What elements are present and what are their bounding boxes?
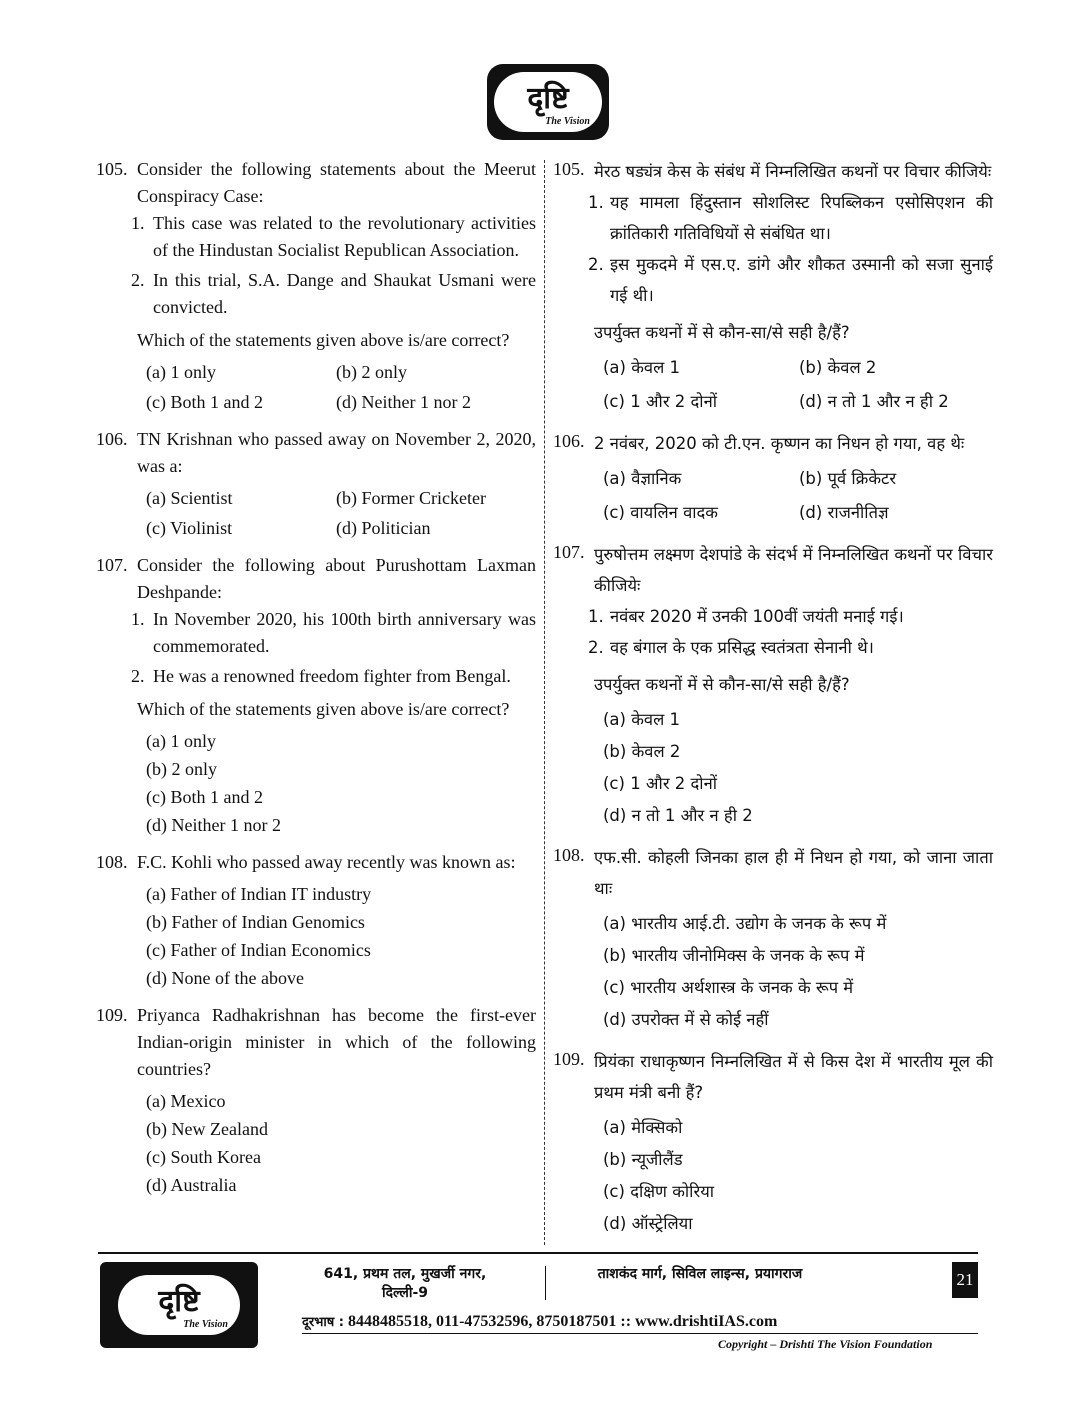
option-c: (c) दक्षिण कोरिया <box>603 1182 715 1201</box>
statement-2: 2. He was a renowned freedom fighter from Bengal. <box>131 666 511 686</box>
question-number: 107. <box>96 555 128 575</box>
option-c: (c) Violinist <box>146 518 233 538</box>
option-b: (b) भारतीय जीनोमिक्स के जनक के रूप में <box>603 946 865 965</box>
page-number: 21 <box>952 1262 978 1298</box>
option-c: (c) भारतीय अर्थशास्त्र के जनक के रूप में <box>603 978 854 997</box>
option-b: (b) केवल 2 <box>603 742 681 761</box>
options <box>146 484 536 542</box>
address-prayagraj: ताशकंद मार्ग, सिविल लाइन्स, प्रयागराज <box>597 1266 803 1282</box>
question-105-hindi <box>553 156 993 418</box>
logo-badge <box>494 72 602 132</box>
question-prompt: उपर्युक्त कथनों में से कौन-सा/से सही है/हैं? <box>594 675 850 694</box>
logo-hindi-text: दृष्टि <box>158 1284 200 1319</box>
option-a: (a) Mexico <box>146 1091 226 1111</box>
option-b: (b) 2 only <box>336 362 407 382</box>
question-number: 106. <box>96 429 128 449</box>
question-text: एफ.सी. कोहली जिनका हाल ही में निधन हो गया, को जाना जाता थाः <box>594 848 993 898</box>
option-a: (a) केवल 1 <box>603 358 681 377</box>
question-number: 108. <box>96 852 128 872</box>
question-number: 106. <box>553 431 585 451</box>
question-text: Consider the following about Purushottam Laxman Deshpande: <box>137 555 536 602</box>
question-prompt: उपर्युक्त कथनों में से कौन-सा/से सही है/हैं? <box>594 323 850 342</box>
option-a: (a) 1 only <box>146 731 216 751</box>
option-c: (c) South Korea <box>146 1147 261 1167</box>
question-text: मेरठ षड्यंत्र केस के संबंध में निम्नलिखित कथनों पर विचार कीजियेः <box>594 162 992 181</box>
question-text: F.C. Kohli who passed away recently was known as: <box>137 852 516 872</box>
copyright-text: Copyright – Drishti The Vision Foundation <box>718 1337 933 1351</box>
option-a: (a) भारतीय आई.टी. उद्योग के जनक के रूप में <box>603 914 887 933</box>
statement-2: 2. In this trial, S.A. Dange and Shaukat Usmani were convicted. <box>131 270 536 317</box>
option-a: (a) Scientist <box>146 488 233 508</box>
question-number: 107. <box>553 542 585 562</box>
question-number: 109. <box>96 1005 128 1025</box>
option-b: (b) Father of Indian Genomics <box>146 912 365 932</box>
option-d: (d) Politician <box>336 518 431 538</box>
question-number: 109. <box>553 1049 585 1069</box>
question-number: 108. <box>553 845 585 865</box>
option-a: (a) 1 only <box>146 362 216 382</box>
option-c: (c) 1 और 2 दोनों <box>603 392 718 411</box>
option-d: (d) न तो 1 और न ही 2 <box>603 806 753 825</box>
question-109-hindi <box>553 1046 993 1240</box>
option-b: (b) केवल 2 <box>799 358 877 377</box>
question-text: पुरुषोत्तम लक्ष्मण देशपांडे के संदर्भ में निम्नलिखित कथनों पर विचार कीजियेः <box>594 545 993 595</box>
question-text: Consider the following statements about the Meerut Conspiracy Case: <box>137 159 536 206</box>
question-text: TN Krishnan who passed away on November 2, 2020, was a: <box>137 429 536 476</box>
option-d: (d) None of the above <box>146 968 304 988</box>
logo-badge <box>118 1275 240 1335</box>
phone-numbers-website: 8448485518, 011-47532596, 8750187501 :: www.drishtiIAS.com <box>343 1313 778 1330</box>
question-number: 105. <box>553 159 585 179</box>
option-d: (d) उपरोक्त में से कोई नहीं <box>603 1010 769 1029</box>
option-a: (a) केवल 1 <box>603 710 681 729</box>
option-d: (d) Neither 1 nor 2 <box>336 392 471 412</box>
question-107 <box>96 552 536 839</box>
statement-2: 2. इस मुकदमे में एस.ए. डांगे और शौकत उस्मानी को सजा सुनाई गई थी। <box>588 255 993 305</box>
options <box>146 880 536 992</box>
options <box>603 463 993 529</box>
options <box>603 704 993 832</box>
footer-rule <box>98 1252 978 1254</box>
option-d: (d) Neither 1 nor 2 <box>146 815 281 835</box>
options <box>146 1087 536 1199</box>
statement-1: 1. यह मामला हिंदुस्तान सोशलिस्ट रिपब्लिकन एसोसिएशन की क्रांतिकारी गतिविधियों से संबंधित था। <box>588 193 993 243</box>
hindi-column <box>553 156 993 1250</box>
statement-1: 1. नवंबर 2020 में उनकी 100वीं जयंती मनाई गई। <box>588 607 904 626</box>
footer-rule-2 <box>302 1333 978 1334</box>
question-text: 2 नवंबर, 2020 को टी.एन. कृष्णन का निधन हो गया, वह थेः <box>594 434 965 453</box>
option-c: (c) Both 1 and 2 <box>146 392 263 412</box>
logo-english-text: The Vision <box>545 116 590 127</box>
statement-1: 1. In November 2020, his 100th birth anniversary was commemorated. <box>131 609 536 656</box>
options <box>146 358 536 416</box>
option-a: (a) वैज्ञानिक <box>603 469 682 488</box>
option-c: (c) Father of Indian Economics <box>146 940 371 960</box>
options <box>603 1112 993 1240</box>
english-column <box>96 156 536 1209</box>
option-a: (a) मेक्सिको <box>603 1118 683 1137</box>
question-prompt: Which of the statements given above is/are correct? <box>137 699 510 719</box>
option-b: (b) Former Cricketer <box>336 488 486 508</box>
question-105 <box>96 156 536 416</box>
contact-line <box>302 1312 777 1331</box>
logo-english-text: The Vision <box>183 1319 228 1330</box>
option-c: (c) 1 और 2 दोनों <box>603 774 718 793</box>
option-a: (a) Father of Indian IT industry <box>146 884 372 904</box>
option-b: (b) पूर्व क्रिकेटर <box>799 469 897 488</box>
phone-label: दूरभाष : <box>302 1315 344 1330</box>
question-text: प्रियंका राधाकृष्णन निम्नलिखित में से किस देश में भारतीय मूल की प्रथम मंत्री बनी हैं? <box>594 1052 993 1102</box>
question-109 <box>96 1002 536 1199</box>
option-d: (d) ऑस्ट्रेलिया <box>603 1214 693 1233</box>
question-text: Priyanca Radhakrishnan has become the first-ever Indian-origin minister in which of the following countries? <box>137 1005 536 1079</box>
option-c: (c) Both 1 and 2 <box>146 787 263 807</box>
option-d: (d) न तो 1 और न ही 2 <box>799 392 949 411</box>
logo-hindi-text: दृष्टि <box>527 81 569 116</box>
statement-2: 2. वह बंगाल के एक प्रसिद्ध स्वतंत्रता सेनानी थे। <box>588 638 874 657</box>
address-separator <box>545 1266 546 1300</box>
option-d: (d) राजनीतिज्ञ <box>799 503 889 522</box>
option-b: (b) New Zealand <box>146 1119 268 1139</box>
statement-1: 1. This case was related to the revolutionary activities of the Hindustan Socialist Republican Association. <box>131 213 536 260</box>
drishti-logo <box>487 64 609 140</box>
options <box>603 908 993 1036</box>
question-108 <box>96 849 536 992</box>
column-divider <box>544 160 545 1245</box>
option-b: (b) 2 only <box>146 759 217 779</box>
option-b: (b) न्यूजीलैंड <box>603 1150 683 1169</box>
option-d: (d) Australia <box>146 1175 237 1195</box>
footer-logo <box>100 1262 258 1348</box>
options <box>146 727 536 839</box>
question-106-hindi <box>553 428 993 529</box>
address-mukherjee-nagar: 641, प्रथम तल, मुखर्जी नगर, दिल्ली-9 <box>323 1266 487 1301</box>
question-prompt: Which of the statements given above is/are correct? <box>137 330 510 350</box>
options <box>603 352 993 418</box>
question-number: 105. <box>96 159 128 179</box>
question-108-hindi <box>553 842 993 1036</box>
question-107-hindi <box>553 539 993 832</box>
option-c: (c) वायलिन वादक <box>603 503 718 522</box>
question-106 <box>96 426 536 542</box>
